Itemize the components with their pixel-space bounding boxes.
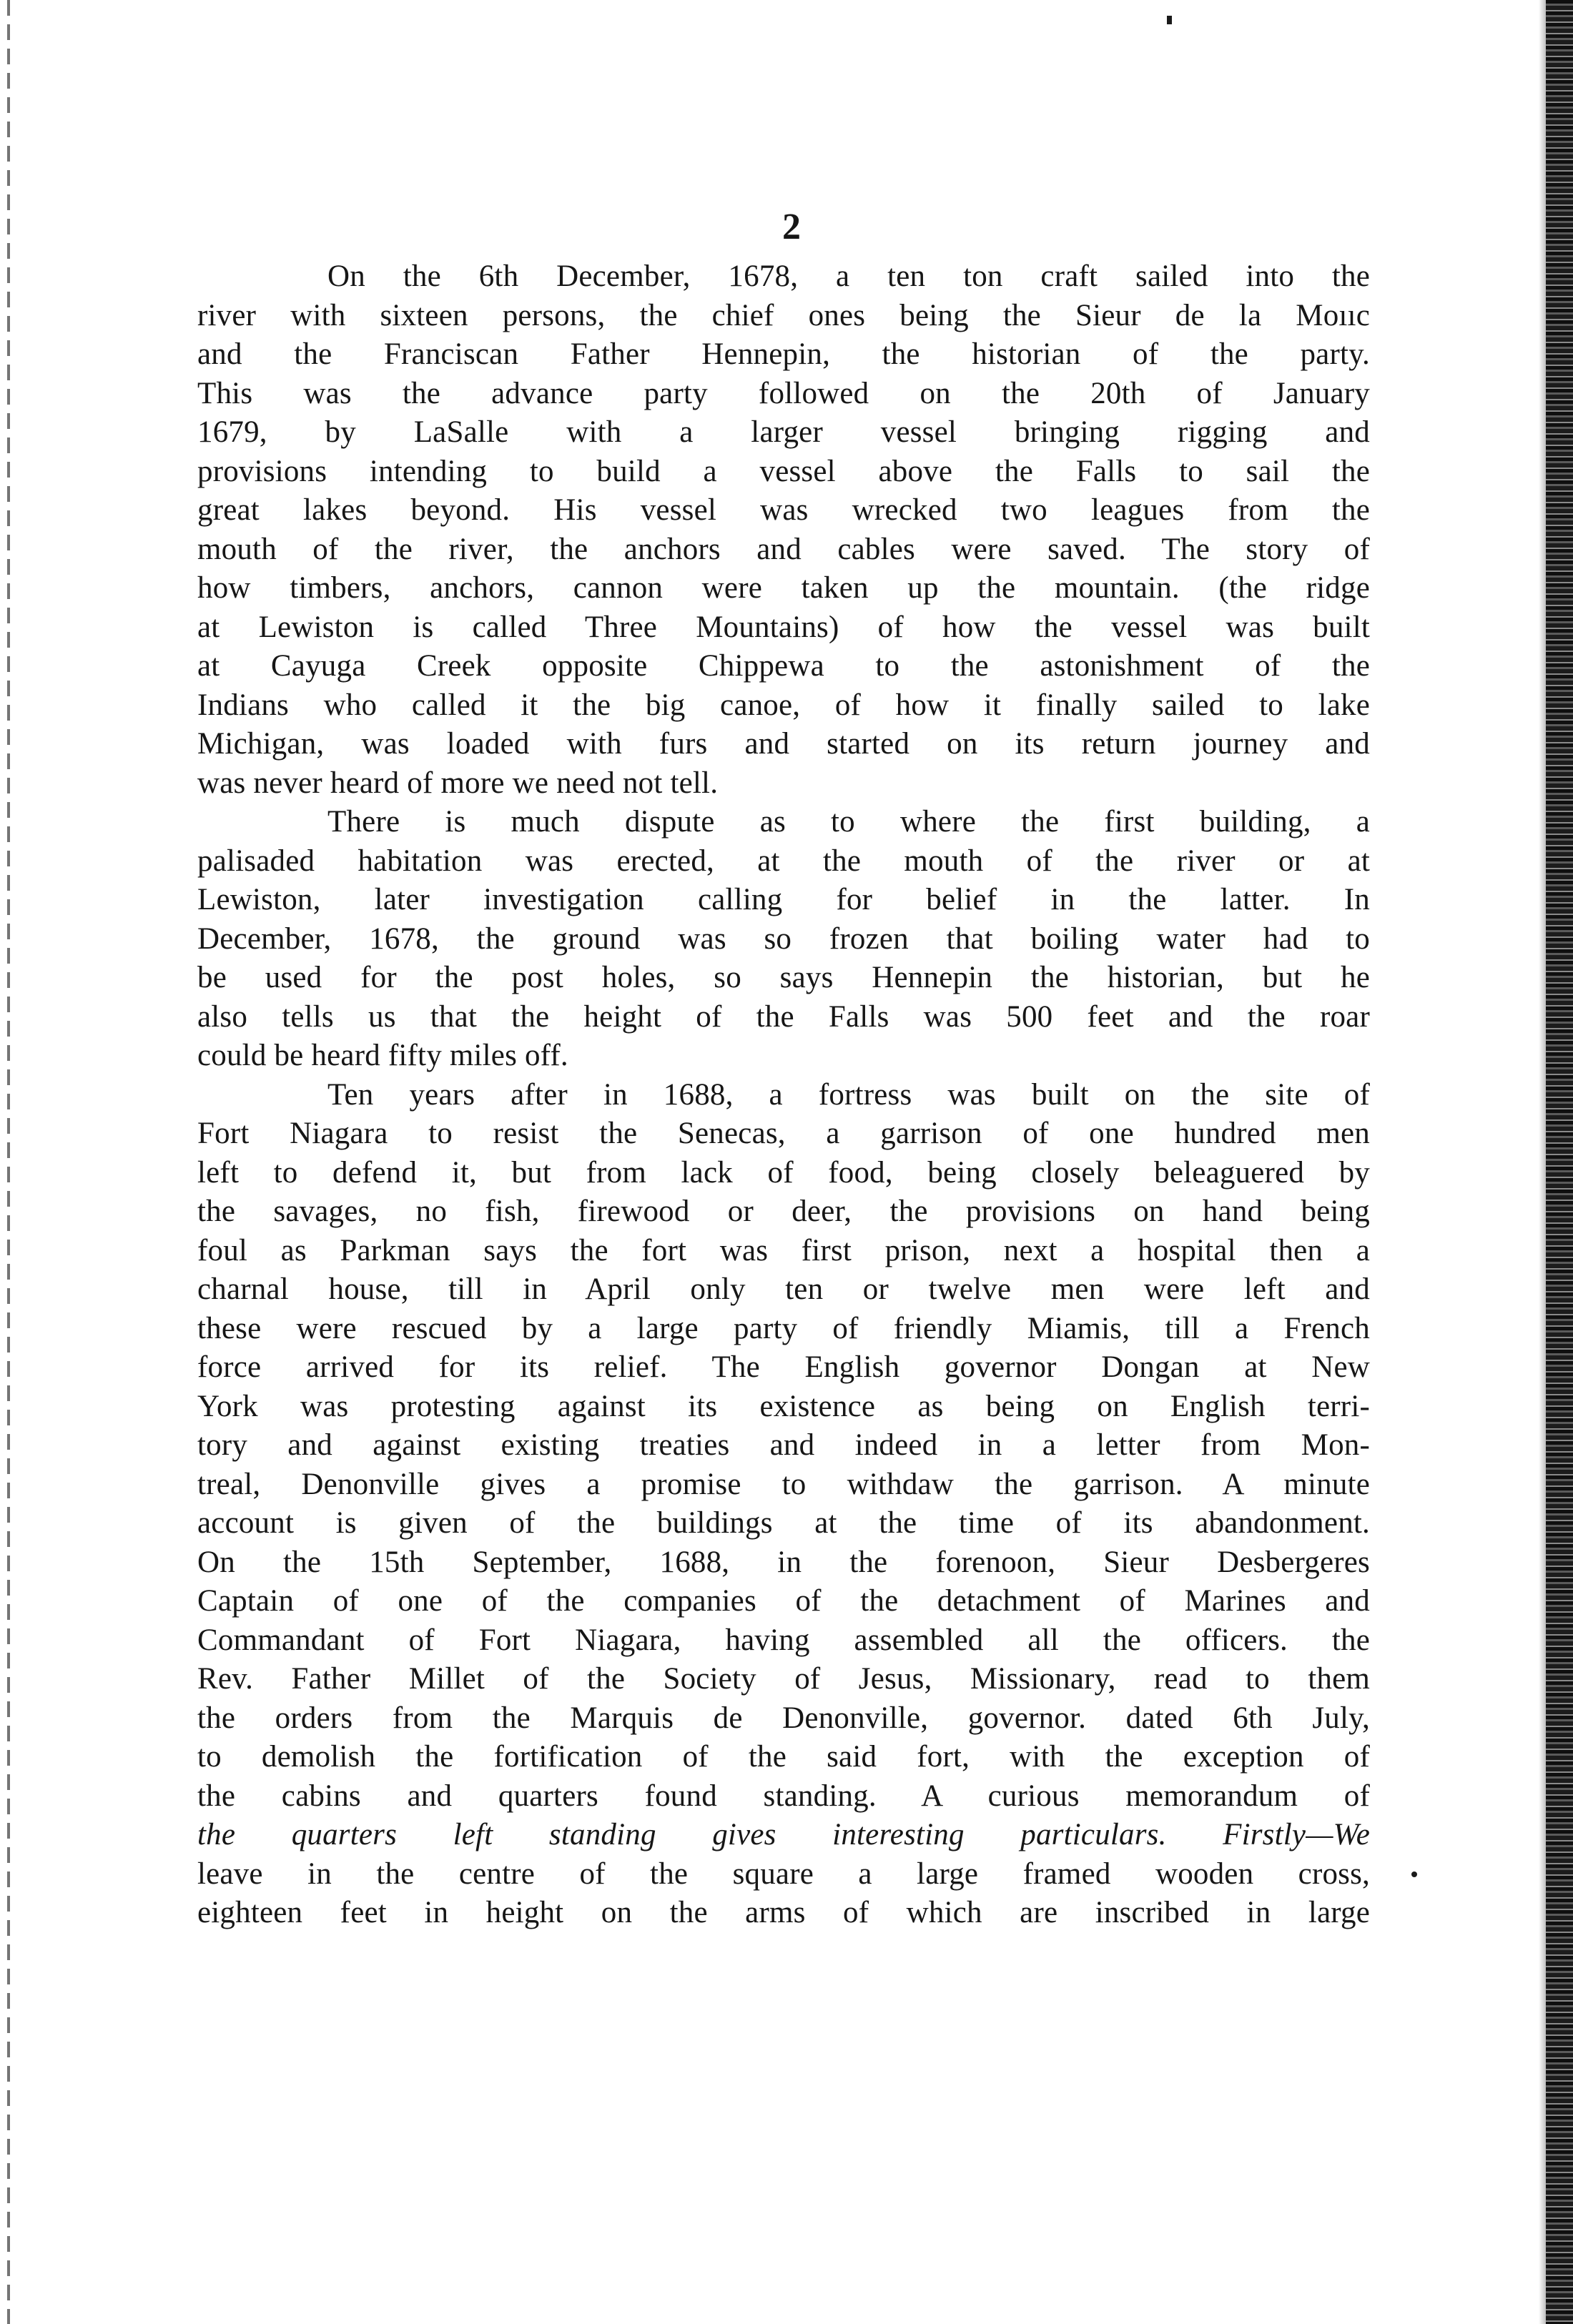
text-line: provisions intending to build a vessel above the Falls to sail the [197,454,1370,488]
text-line: Ten years after in 1688, a fortress was built on the site of [327,1077,1370,1112]
margin-ink-dot [1411,1871,1417,1877]
text-line: Indians who called it the big canoe, of how it finally sailed to lake [197,688,1370,722]
text-line-italic: the quarters left standing gives interesting particulars. Firstly—We [197,1818,1370,1851]
text-line: to demolish the fortification of the said fort, with the exception of [197,1740,1370,1774]
text-line: Commandant of Fort Niagara, having assembled all the officers. the [197,1623,1370,1657]
text-line: December, 1678, the ground was so frozen that boiling water had to [197,921,1370,956]
text-line: and the Franciscan Father Hennepin, the historian of the party. [197,337,1370,371]
right-binding-edge [1546,0,1573,2324]
text-line: also tells us that the height of the Falls was 500 feet and the roar [197,999,1370,1034]
text-line: the orders from the Marquis de Denonville, governor. dated 6th July, [197,1701,1370,1735]
text-line: the savages, no fish, firewood or deer, the provisions on hand being [197,1195,1370,1228]
text-line: On the 6th December, 1678, a ten ton craft sailed into the [327,259,1370,293]
text-line: York was protesting against its existence as being on English terri- [197,1389,1370,1423]
text-line: eighteen feet in height on the arms of which are inscribed in large [197,1896,1370,1929]
text-line: Rev. Father Millet of the Society of Jesus, Missionary, read to them [197,1662,1370,1696]
stray-ink-mark [1167,16,1172,24]
text-line: On the 15th September, 1688, in the forenoon, Sieur Desbergeres [197,1545,1370,1579]
text-line: could be heard fifty miles off. [197,1039,568,1072]
text-line: left to defend it, but from lack of food, being closely beleaguered by [197,1155,1370,1190]
text-line: This was the advance party followed on the 20th of January [197,376,1370,410]
text-line: Michigan, was loaded with furs and started on its return journey and [197,727,1370,761]
text-line: how timbers, anchors, cannon were taken up the mountain. (the ridge [197,571,1370,605]
text-line: mouth of the river, the anchors and cables were saved. The story of [197,532,1370,566]
text-line: leave in the centre of the square a large framed wooden cross, [197,1856,1370,1891]
text-line: tory and against existing treaties and indeed in a letter from Mon- [197,1428,1370,1462]
text-line: treal, Denonville gives a promise to withdaw the garrison. A minute [197,1467,1370,1501]
text-line: Captain of one of the companies of the detachment of Marines and [197,1584,1370,1618]
text-line: be used for the post holes, so says Hennepin the historian, but he [197,961,1370,994]
text-line: force arrived for its relief. The English governor Dongan at New [197,1350,1370,1384]
text-line: account is given of the buildings at the time of its abandonment. [197,1506,1370,1540]
text-line: There is much dispute as to where the first building, a [327,805,1370,839]
text-line: foul as Parkman says the fort was first prison, next a hospital then a [197,1233,1370,1267]
text-line: great lakes beyond. His vessel was wrecked two leagues from the [197,493,1370,527]
text-line: was never heard of more we need not tell. [197,766,719,800]
body-text [197,257,1370,1933]
page-number: 2 [782,207,801,247]
left-binding-edge [7,0,10,2324]
text-line: at Cayuga Creek opposite Chippewa to the astonishment of the [197,649,1370,683]
text-line: at Lewiston is called Three Mountains) of how the vessel was built [197,610,1370,644]
text-line: these were rescued by a large party of friendly Miamis, till a French [197,1311,1370,1345]
text-line: palisaded habitation was erected, at the mouth of the river or at [197,844,1370,878]
text-line: Lewiston, later investigation calling for belief in the latter. In [197,883,1370,916]
text-line: the cabins and quarters found standing. A curious memorandum of [197,1779,1370,1813]
right-edge-shadow [1539,0,1546,2324]
text-line: 1679, by LaSalle with a larger vessel bringing rigging and [197,415,1370,449]
text-line: charnal house, till in April only ten or twelve men were left and [197,1272,1370,1306]
text-line: river with sixteen persons, the chief ones being the Sieur de la Moııc [197,298,1370,332]
text-line: Fort Niagara to resist the Senecas, a garrison of one hundred men [197,1117,1370,1150]
